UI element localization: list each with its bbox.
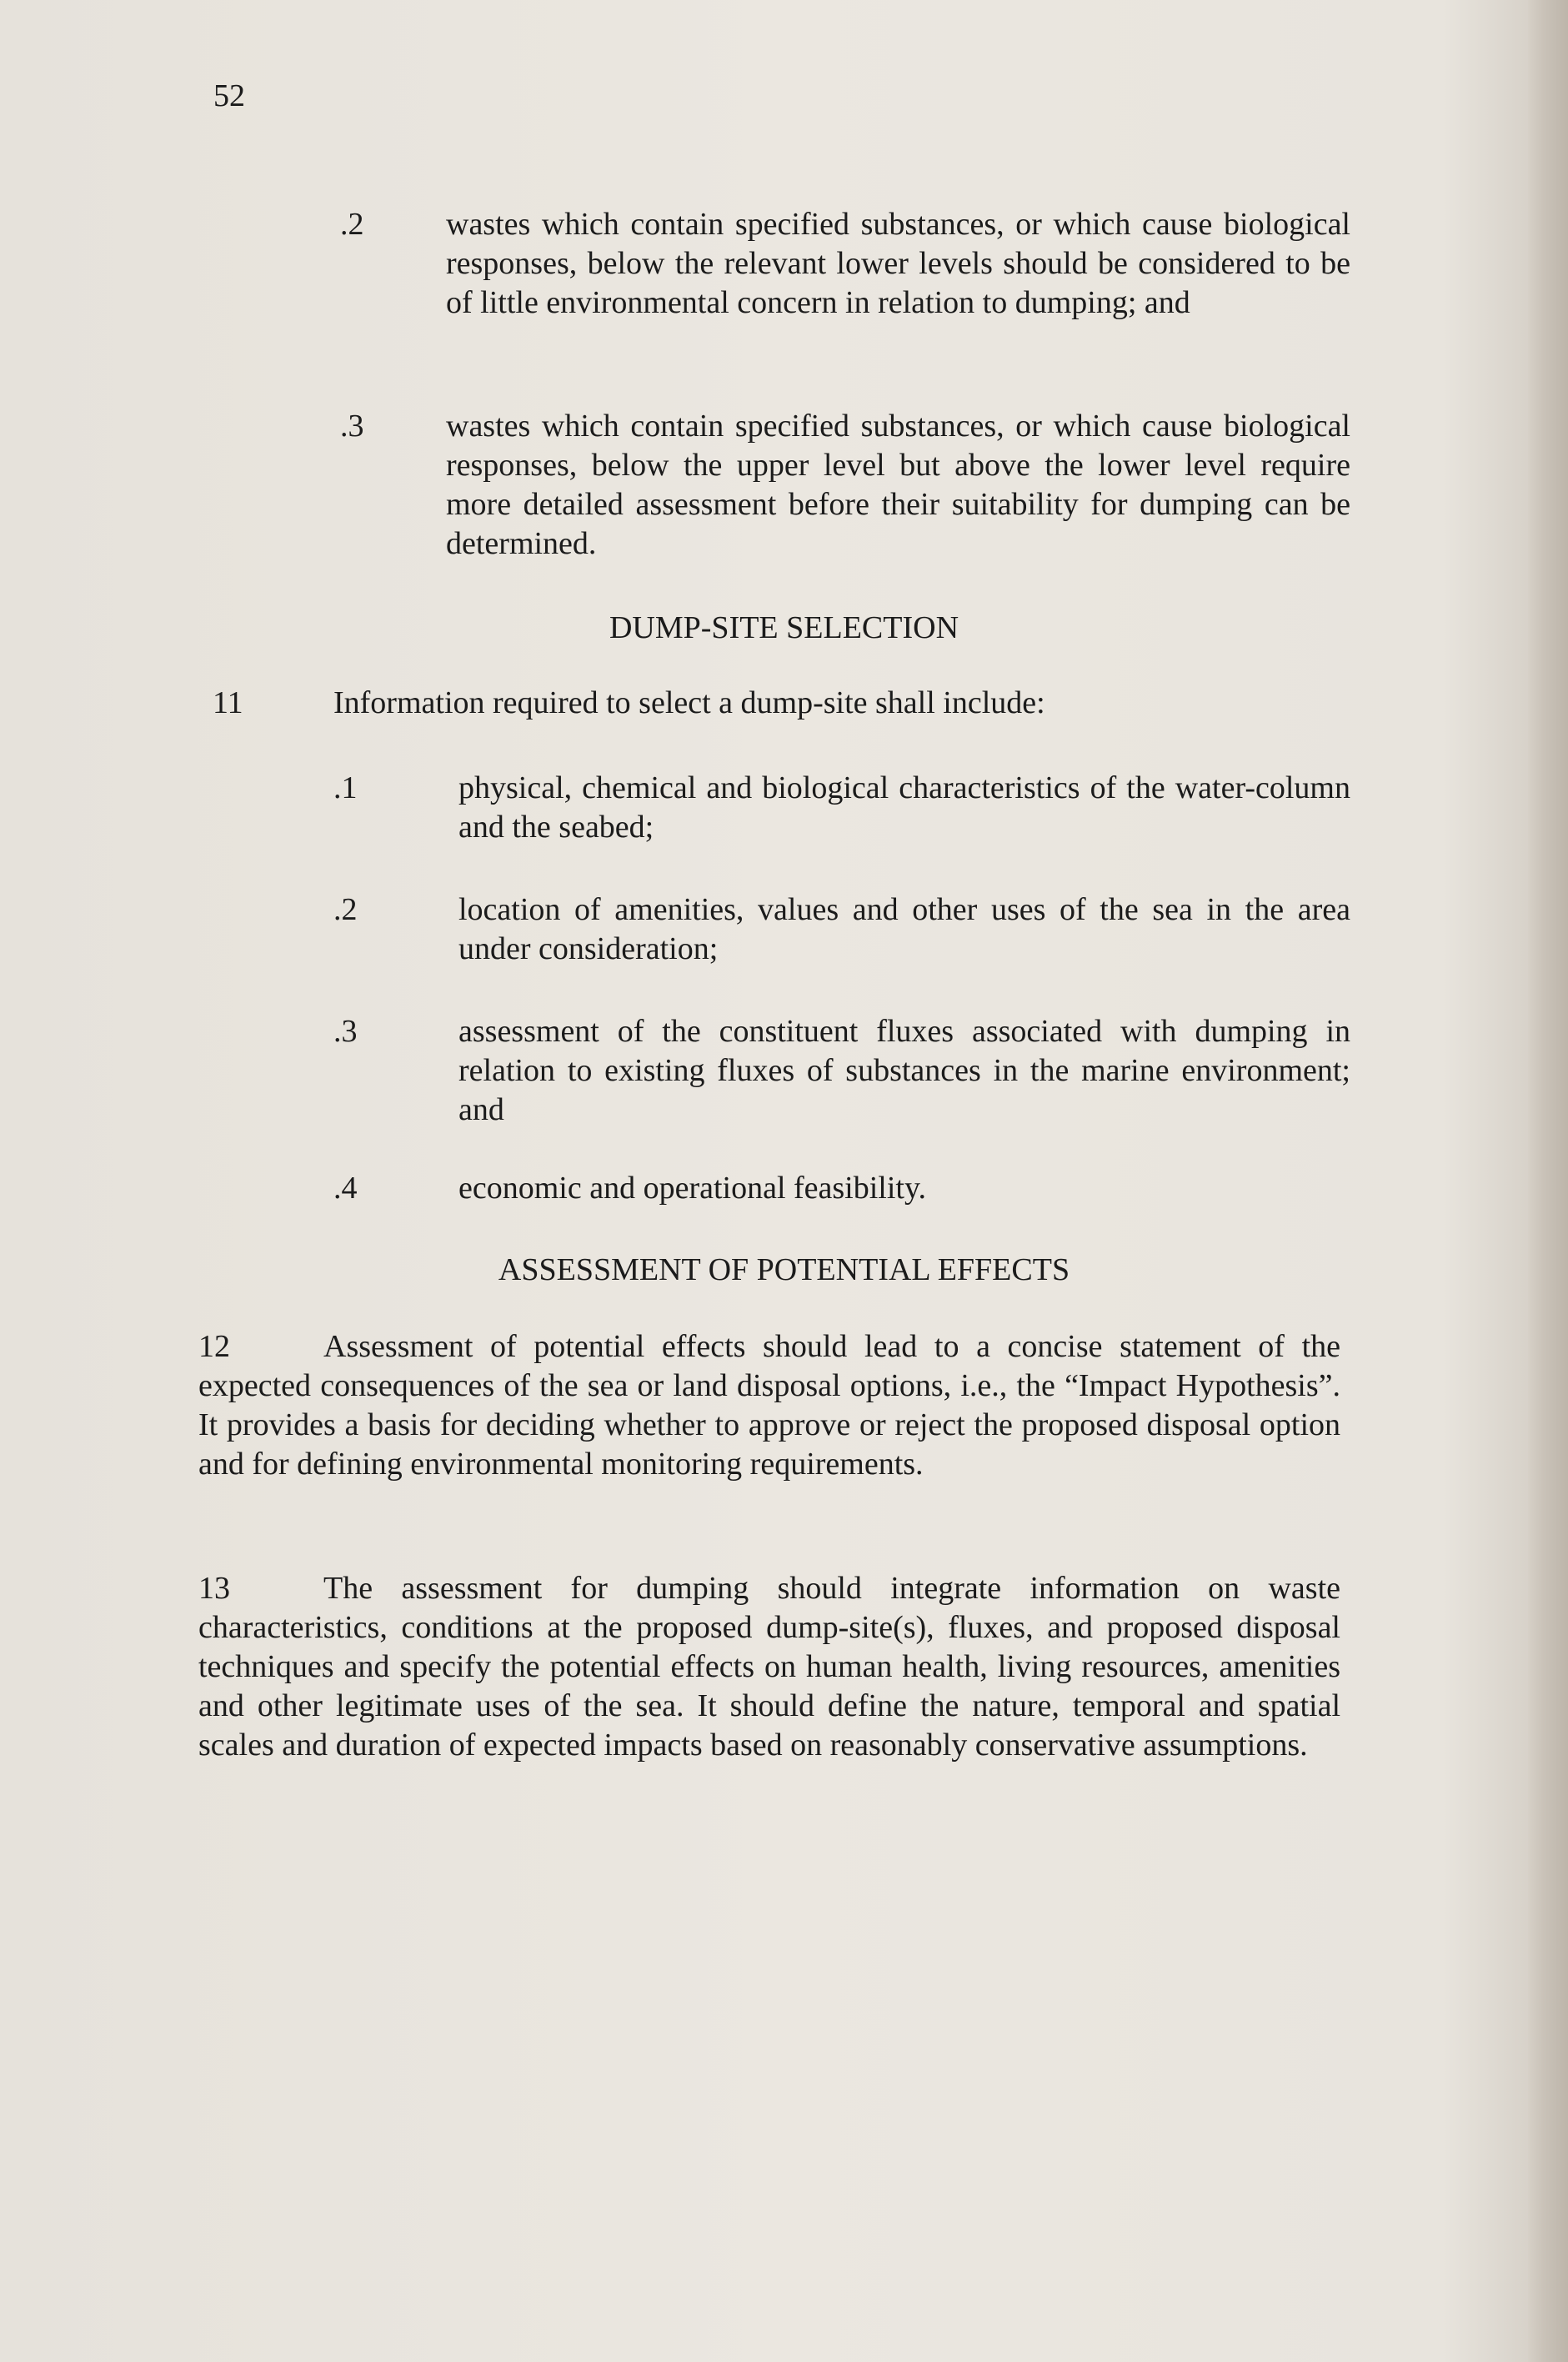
paragraph: [198, 1569, 1340, 1765]
list-item-text: physical, chemical and biological characteristics of the water-column and the seabed;: [458, 770, 1350, 845]
paragraph-number: 12: [198, 1329, 230, 1364]
list-item-number: .2: [333, 892, 358, 927]
list-item-number: .1: [333, 770, 358, 805]
list-item-number: .4: [333, 1171, 358, 1206]
paragraph-number: 13: [198, 1571, 230, 1606]
page-number: 52: [213, 78, 245, 113]
paragraph-number: 11: [213, 685, 243, 720]
paragraph-intro: Information required to select a dump-site shall include:: [333, 685, 1045, 720]
list-item-text: assessment of the constituent fluxes associated with dumping in relation to existing fluxes of substances in the marine environment; and: [458, 1014, 1350, 1127]
list-item-number: .3: [333, 1014, 358, 1049]
list-item-text: wastes which contain specified substances, or which cause biological responses, below the relevant lower levels should be considered to be of little environmental concern in relation to dumping; and: [446, 207, 1350, 320]
list-item-number: .2: [340, 207, 364, 242]
list-item-text: economic and operational feasibility.: [458, 1171, 927, 1206]
paragraph-text: Assessment of potential effects should lead to a concise statement of the expected consequences of the sea or land disposal options, i.e., the “Impact Hypothesis”. It provides a basis for deciding whether to approve or reject the proposed disposal option and for defining environmental monitoring requirements.: [198, 1329, 1340, 1482]
book-spine-shadow: [1528, 0, 1568, 2362]
list-item-text: wastes which contain specified substances, or which cause biological responses, below the upper level but above the lower level require more detailed assessment before their suitability for dumping can be determined.: [446, 409, 1350, 561]
list-item-text: location of amenities, values and other uses of the sea in the area under consideration;: [458, 892, 1350, 966]
section-heading: DUMP-SITE SELECTION: [609, 610, 959, 645]
section-heading: ASSESSMENT OF POTENTIAL EFFECTS: [498, 1252, 1070, 1287]
paragraph-text: The assessment for dumping should integrate information on waste characteristics, conditions at the proposed dump-site(s), fluxes, and proposed disposal techniques and specify the potential effects on human health, living resources, amenities and other legitimate uses of the sea. It should define the nature, temporal and spatial scales and duration of expected impacts based on reasonably conservative assumptions.: [198, 1571, 1340, 1763]
list-item-number: .3: [340, 409, 364, 444]
paragraph: [198, 1327, 1340, 1484]
